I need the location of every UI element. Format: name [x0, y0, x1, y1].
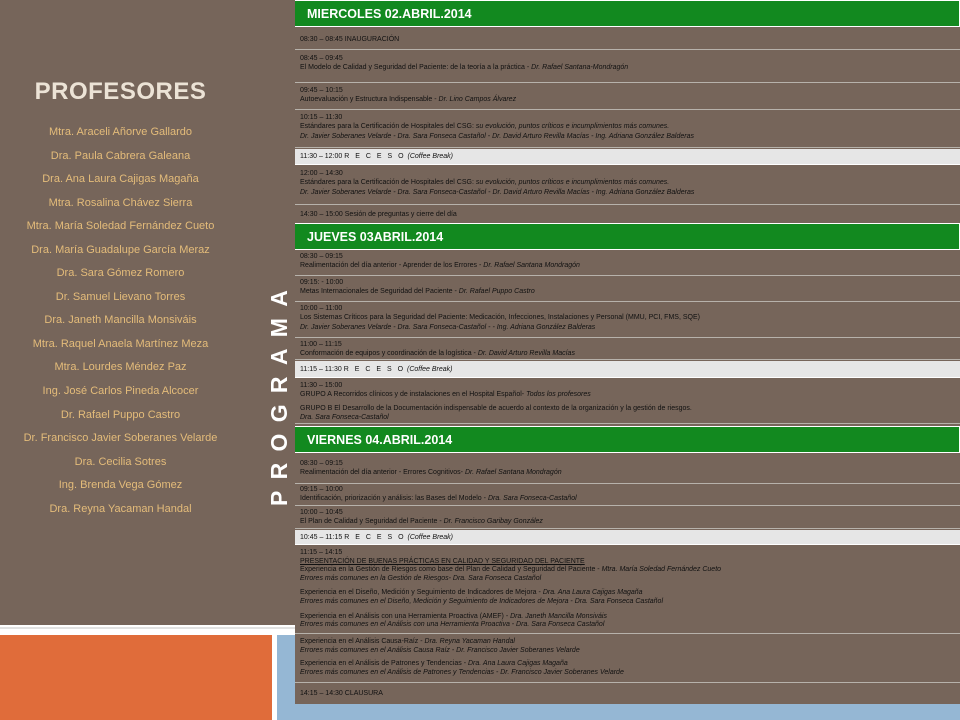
row-time: 10:15 – 11:30 — [300, 114, 343, 121]
row-speaker: Dr. Javier Soberanes Velarde - Dra. Sara Fonseca-Castañol - Dr. David Arturo Revilla Macías - Ing. Adriana González Balderas — [300, 188, 695, 196]
table-row — [295, 506, 960, 529]
row-text: Los Sistemas Críticos para la Seguridad del Paciente: Medicación, Infecciones, Instalaciones y Personal (MMU, PCI, FMS, SQE) — [300, 314, 700, 322]
row-heading: PRESENTACIÓN DE BUENAS PRÁCTICAS EN CALIDAD Y SEGURIDAD DEL PACIENTE — [300, 557, 585, 565]
table-row — [295, 379, 960, 424]
table-row — [295, 634, 960, 656]
row-time: 08:45 – 09:45 — [300, 55, 343, 62]
row-text: Experiencia en el Análisis Causa-Raíz - — [300, 638, 425, 645]
break-label: R E C E S O — [344, 153, 406, 160]
list-item: Mtra. Raquel Anaela Martínez Meza — [32, 337, 209, 350]
list-item: Dra. Ana Laura Cajigas Magaña — [42, 173, 199, 186]
break-note: (Coffee Break) — [406, 366, 453, 373]
row-text: Autoevaluación y Estructura Indispensable - — [300, 96, 439, 104]
row-speaker: Dr. Lino Campos Álvarez — [438, 96, 517, 104]
row-speaker: Errores más comunes en el Análisis de Patrones y Tendencias - Dr. Francisco Javier Soberanes Velarde — [300, 669, 624, 677]
row-speaker: Mtra. María Soledad Fernández Cueto — [601, 566, 722, 574]
row-text: Experiencia en el Análisis con una Herramienta Proactiva (AMEF) - — [300, 612, 511, 620]
row-text: El Modelo de Calidad y Seguridad del Paciente: de la teoría a la práctica - — [300, 64, 532, 72]
list-item: Dra. Sara Gómez Romero — [56, 267, 185, 280]
list-item: Dra. María Guadalupe García Meraz — [31, 243, 210, 256]
row-time: 08:30 – 09:15 — [300, 460, 343, 467]
break-note: (Coffee Break) — [407, 153, 454, 160]
day-header-thursday: JUEVES 03ABRIL.2014 — [295, 223, 960, 250]
row-time: 10:00 – 10:45 — [300, 509, 343, 516]
table-row — [295, 250, 960, 276]
row-speaker: Dra. Janeth Mancilla Monsiváis — [510, 612, 607, 620]
row-speaker: Dr. David Arturo Revilla Macías — [477, 350, 575, 358]
row-time: 12:00 – 14:30 — [300, 170, 343, 177]
break-label: R E C E S O — [343, 366, 406, 373]
break-label: R E C E S O — [344, 534, 406, 541]
table-row — [295, 27, 960, 50]
professors-title: PROFESORES — [34, 78, 207, 105]
table-row-break — [295, 149, 960, 165]
table-row — [295, 338, 960, 360]
list-item: Dra. Reyna Yacaman Handal — [49, 502, 192, 515]
row-speaker: Errores más comunes en la Gestión de Riesgos- Dra. Sara Fonseca Castañol — [300, 574, 542, 582]
row-text-italic: su evolución, puntos críticos e incumplimientos más comunes. — [475, 123, 670, 131]
row-time: 11:30 – 15:00 — [300, 382, 343, 389]
row-text: GRUPO B El Desarrollo de la Documentación indispensable de acuerdo al contexto de la organización y la gestión de riesgos. — [300, 404, 692, 412]
row-time: 09:45 – 10:15 — [300, 87, 343, 94]
list-item: Dr. Francisco Javier Soberanes Velarde — [23, 432, 218, 445]
break-time: 10:45 – 11:15 — [300, 534, 345, 541]
row-time: 10:00 – 11:00 — [300, 305, 343, 312]
row-speaker: Dr. Javier Soberanes Velarde - Dra. Sara Fonseca-Castañol - - Ing. Adriana González Balderas — [300, 323, 596, 331]
list-item: Dra. Janeth Mancilla Monsiváis — [44, 314, 197, 327]
table-row — [295, 657, 960, 683]
break-note: (Coffee Break) — [407, 534, 454, 541]
day-header-friday: VIERNES 04.ABRIL.2014 — [295, 426, 960, 453]
row-time: 08:30 – 09:15 — [300, 253, 343, 260]
row-speaker: Dra. Ana Laura Cajigas Magaña — [542, 589, 643, 597]
table-row — [295, 453, 960, 484]
row-text: Experiencia en el Análisis de Patrones y Tendencias - — [300, 660, 468, 667]
row-speaker: Dra. Ana Laura Cajigas Magaña — [467, 660, 568, 667]
row-text: Experiencia en el Diseño, Medición y Seguimiento de Indicadores de Mejora - — [300, 589, 543, 597]
professors-panel — [0, 0, 241, 625]
row-speaker: Errores más comunes en el Análisis Causa Raíz - Dr. Francisco Javier Soberanes Velarde — [300, 647, 580, 655]
row-time: 09:15: - 10:00 — [300, 279, 344, 286]
table-row — [295, 686, 960, 702]
row-speaker: Dr. Francisco Garibay González — [443, 518, 543, 526]
list-item: Mtra. Araceli Añorve Gallardo — [48, 126, 193, 138]
row-text: 08:30 – 08:45 INAUGURACIÓN — [300, 36, 400, 43]
table-row — [295, 83, 960, 110]
table-row — [295, 110, 960, 148]
row-speaker: Dra. Sara Fonseca-Castañol — [300, 413, 389, 421]
row-text-italic: su evolución, puntos críticos e incumplimientos más comunes. — [475, 179, 670, 187]
professors-list — [0, 121, 241, 521]
row-speaker: Dr. Rafael Santana-Mondragón — [531, 64, 629, 72]
row-speaker: Dr. Javier Soberanes Velarde - Dra. Sara Fonseca Castañol - Dr. David Arturo Revilla Macías - Ing. Adriana González Balderas — [300, 132, 694, 140]
list-item: Dr. Rafael Puppo Castro — [60, 408, 181, 421]
table-row-break — [295, 530, 960, 545]
list-item: Ing. Brenda Vega Gómez — [58, 479, 183, 492]
break-time: 11:15 – 11:30 — [300, 366, 344, 373]
row-text: 14:30 – 15:00 Sesión de preguntas y cierre del día — [300, 211, 457, 218]
row-speaker: Errores más comunes en el Análisis con una Herramienta Proactiva - Dra. Sara Fonseca Castañol — [300, 621, 605, 629]
programa-vertical-title: PROGRAMA — [266, 278, 292, 506]
row-speaker: Errores más comunes en el Diseño, Medición y Seguimiento de Indicadores de Mejora - Dra. Sara Fonseca Castañol — [300, 597, 664, 605]
row-time: 11:00 – 11:15 — [300, 341, 342, 348]
row-speaker: Todos los profesores — [526, 391, 591, 399]
list-item: Dra. Paula Cabrera Galeana — [50, 149, 191, 162]
day-header-wednesday: MIERCOLES 02.ABRIL.2014 — [295, 0, 960, 27]
list-item: Dra. Cecilia Sotres — [74, 455, 167, 468]
row-text: GRUPO A Recorridos clínicos y de instalaciones en el Hospital Español- — [300, 391, 527, 399]
break-time: 11:30 – 12:00 — [300, 153, 345, 160]
row-time: 11:15 – 14:15 — [300, 549, 343, 556]
list-item: Ing. José Carlos Pineda Alcocer — [42, 385, 199, 398]
row-text: El Plan de Calidad y Seguridad del Paciente - — [300, 518, 444, 526]
decorative-orange-block — [0, 635, 272, 720]
row-speaker: Dra. Sara Fonseca-Castañol — [487, 495, 577, 503]
row-text: Experiencia en la Gestión de Riesgos como base del Plan de Calidad y Seguridad del Paciente - — [300, 566, 602, 574]
table-row — [295, 166, 960, 205]
row-text: Identificación, priorización y análisis: las Bases del Modelo - — [300, 495, 488, 503]
table-row — [295, 546, 960, 634]
list-item: Mtra. María Soledad Fernández Cueto — [26, 220, 215, 233]
row-speaker: Dr. Rafael Puppo Castro — [458, 288, 535, 296]
row-speaker: Dra. Reyna Yacaman Handal — [424, 638, 515, 645]
row-text: 14:15 – 14:30 CLAUSURA — [300, 690, 383, 697]
table-row — [295, 276, 960, 302]
row-text: Realimentación del día anterior - Aprender de los Errores - — [300, 262, 484, 270]
row-text: Metas Internacionales de Seguridad del Paciente - — [300, 288, 459, 296]
list-item: Dr. Samuel Lievano Torres — [55, 290, 186, 303]
list-item: Mtra. Rosalina Chávez Sierra — [48, 196, 193, 209]
row-text: Estándares para la Certificación de Hospitales del CSG: — [300, 123, 476, 131]
table-row-break — [295, 361, 960, 378]
table-row — [295, 205, 960, 225]
row-time: 09:15 – 10:00 — [300, 486, 343, 493]
row-text: Realimentación del día anterior - Errores Cognitivos- — [300, 469, 465, 477]
row-speaker: Dr. Rafael Santana Mondragón — [483, 262, 580, 270]
schedule-table — [295, 0, 960, 704]
row-speaker: Dr. Rafael Santana Mondragón — [464, 469, 562, 477]
table-row — [295, 484, 960, 506]
list-item: Mtra. Lourdes Méndez Paz — [54, 361, 187, 374]
row-text: Estándares para la Certificación de Hospitales del CSG: — [300, 179, 476, 187]
table-row — [295, 302, 960, 338]
row-text: Conformación de equipos y coordinación de la logística - — [300, 350, 478, 358]
table-row — [295, 50, 960, 83]
